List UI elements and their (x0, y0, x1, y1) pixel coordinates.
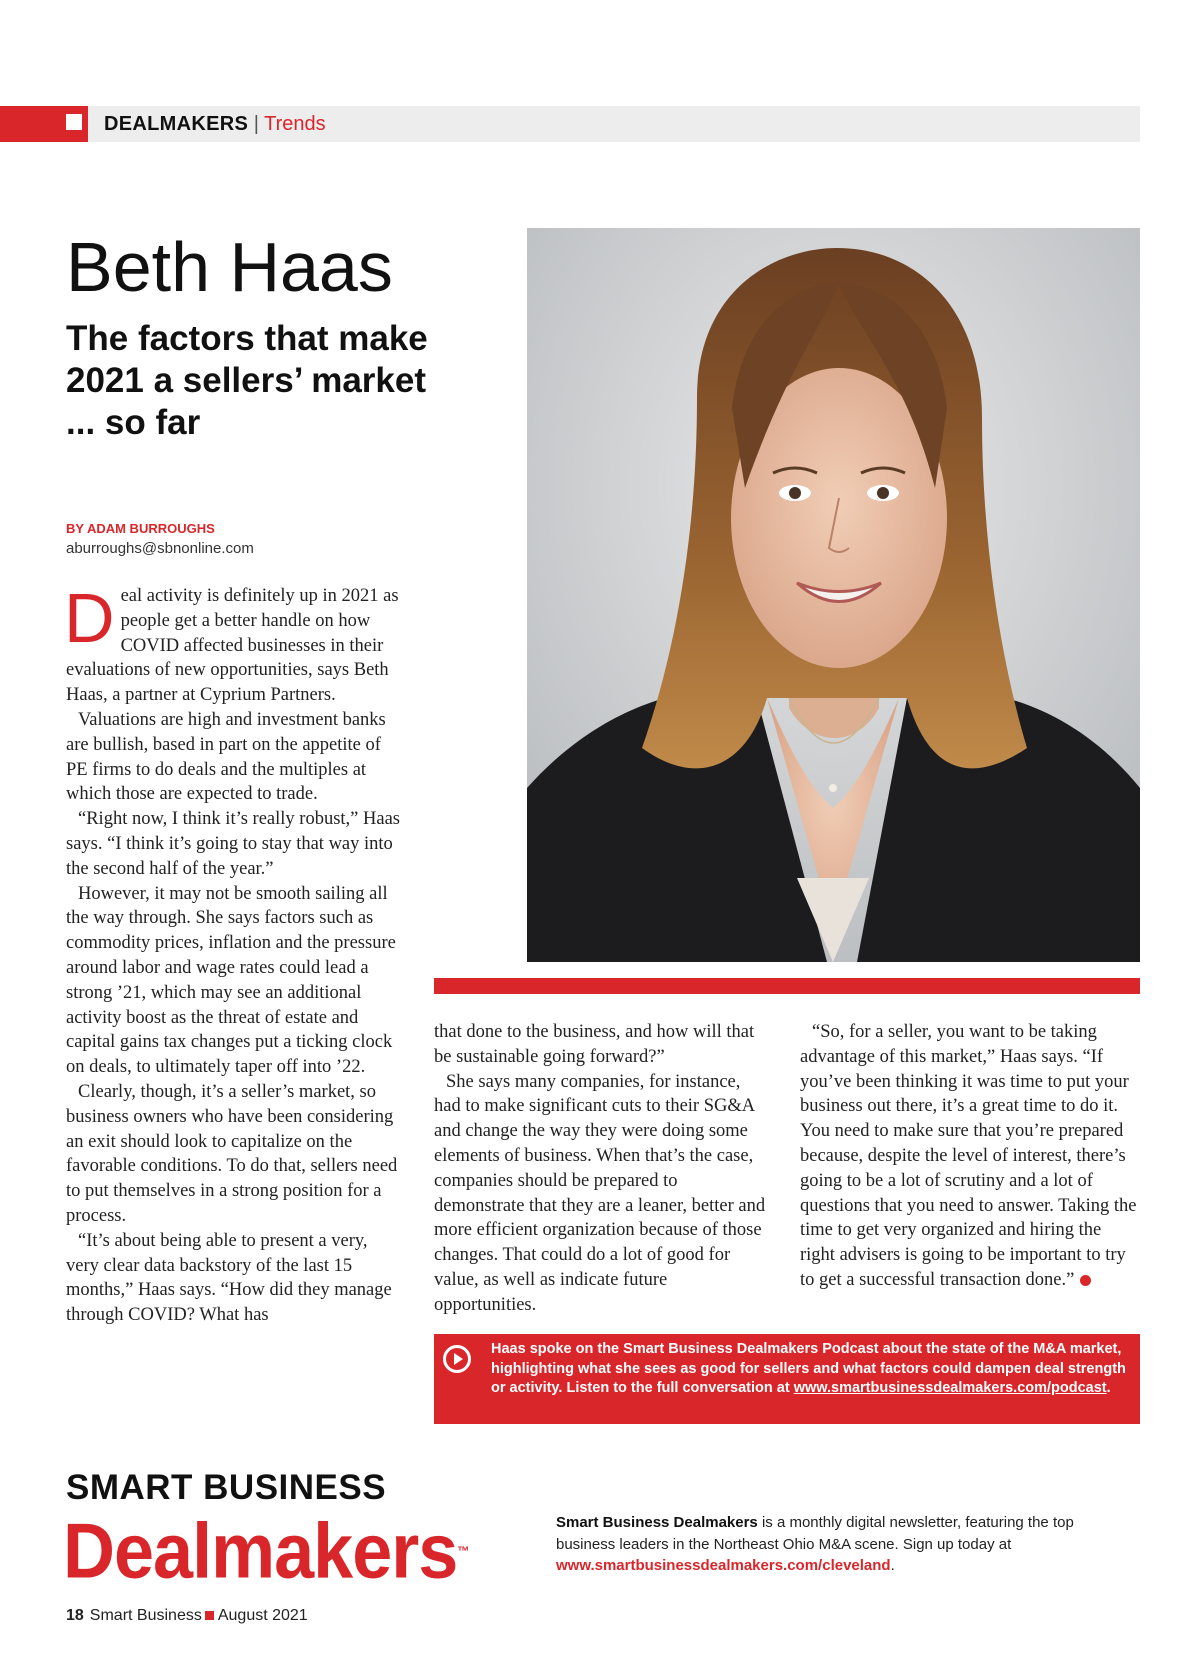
podcast-callout-text: Haas spoke on the Smart Business Dealmakers Podcast about the state of the M&A market, highlighting what she sees as good for sellers and what factors could dampen deal strength or activity. Listen to the full conversation at www.smartbusinessdealmakers.com/podcast. (491, 1341, 1126, 1396)
drop-cap: D (64, 579, 115, 657)
author-email: aburroughs@sbnonline.com (66, 540, 254, 557)
subsection-label: Trends (264, 113, 326, 135)
paragraph: that done to the business, and how will that be sustainable going forward?” (434, 1022, 755, 1067)
body-column-2 (434, 1020, 768, 1318)
page-folio (66, 1607, 308, 1625)
paragraph: “Right now, I think it’s really robust,” Haas says. “I think it’s going to stay that way into the second half of the year.” (66, 809, 400, 879)
article-name: Beth Haas (66, 228, 393, 306)
section-separator: | (253, 113, 259, 135)
paragraph: She says many companies, for instance, had to make significant cuts to their SG&A and change the way they were doing some elements of business. When that’s the case, companies should be prepared to demonstrate that they are a leaner, better and more efficient organization because of those changes. That could do a lot of good for value, as well as indicate future opportunities. (434, 1071, 766, 1315)
publication-name: Smart Business (89, 1607, 202, 1624)
body-column-3 (800, 1020, 1140, 1293)
paragraph: However, it may not be smooth sailing all the way through. She says factors such as commodity prices, inflation and the pressure around labor and wage rates could lead a strong ’21, which may see an additional activity boost as the threat of estate and capital gains tax changes put a ticking clock on deals, to ultimately taper off into ’22. (66, 883, 396, 1078)
callout-body: Haas spoke on the Smart Business Dealmakers Podcast about the state of the M&A market, highlighting what she sees as good for sellers and what factors could dampen deal strength or activity. Listen to the full conversation at (491, 1341, 1126, 1396)
paragraph: Clearly, though, it’s a seller’s market, so business owners who have been considering an exit should look to capitalize on the favorable conditions. To do that, sellers need to put themselves in a strong position for a process. (66, 1081, 398, 1226)
page-number: 18 (66, 1607, 84, 1624)
article-deck: The factors that make 2021 a sellers’ market ... so far (66, 319, 428, 442)
body-column-1 (64, 579, 402, 1328)
play-circle-icon[interactable] (442, 1344, 472, 1374)
header-square-icon (66, 114, 82, 130)
end-mark-icon (1080, 1275, 1091, 1286)
portrait-photo (527, 228, 1140, 962)
newsletter-promo: Smart Business Dealmakers is a monthly digital newsletter, featuring the top business leaders in the Northeast Ohio M&A scene. Sign up today at www.smartbusinessdealmakers.com/cleveland. (556, 1514, 1074, 1574)
paragraph: “So, for a seller, you want to be taking advantage of this market,” Haas says. “If you’ve been thinking it was time to put your business out there, it’s a great time to do it. You need to make sure that you’re prepared because, despite the level of interest, there’s going to be a lot of scrutiny and a lot of questions that you need to answer. Taking the time to get very organized and hiring the right advisers is going to be important to try to get a successful transaction done.” (800, 1022, 1137, 1290)
folio-square-icon (205, 1611, 214, 1620)
podcast-link[interactable]: www.smartbusinessdealmakers.com/podcast (793, 1380, 1107, 1396)
paragraph: Valuations are high and investment banks are bullish, based in part on the appetite of PE firms to do deals and the multiples at which those are expected to trade. (66, 709, 386, 805)
logo-dealmakers: Dealmakers™ (63, 1508, 469, 1595)
paragraph: Deal activity is definitely up in 2021 as people get a better handle on how COVID affected businesses in their evaluations of new opportunities, says Beth Haas, a partner at Cyprium Partners. (64, 579, 399, 706)
promo-brand: Smart Business Dealmakers (556, 1514, 758, 1531)
issue-date: August 2021 (217, 1607, 308, 1624)
logo-smart-business: SMART BUSINESS (66, 1468, 387, 1507)
section-label: DEALMAKERS (104, 113, 249, 135)
section-header (104, 113, 326, 135)
byline: BY ADAM BURROUGHS (66, 521, 215, 536)
photo-accent-bar (434, 978, 1140, 994)
paragraph: “It’s about being able to present a very, very clear data backstory of the last 15 months,” Haas says. “How did they manage through COVID? What has (66, 1230, 392, 1326)
newsletter-link[interactable]: www.smartbusinessdealmakers.com/cleveland (556, 1557, 891, 1574)
